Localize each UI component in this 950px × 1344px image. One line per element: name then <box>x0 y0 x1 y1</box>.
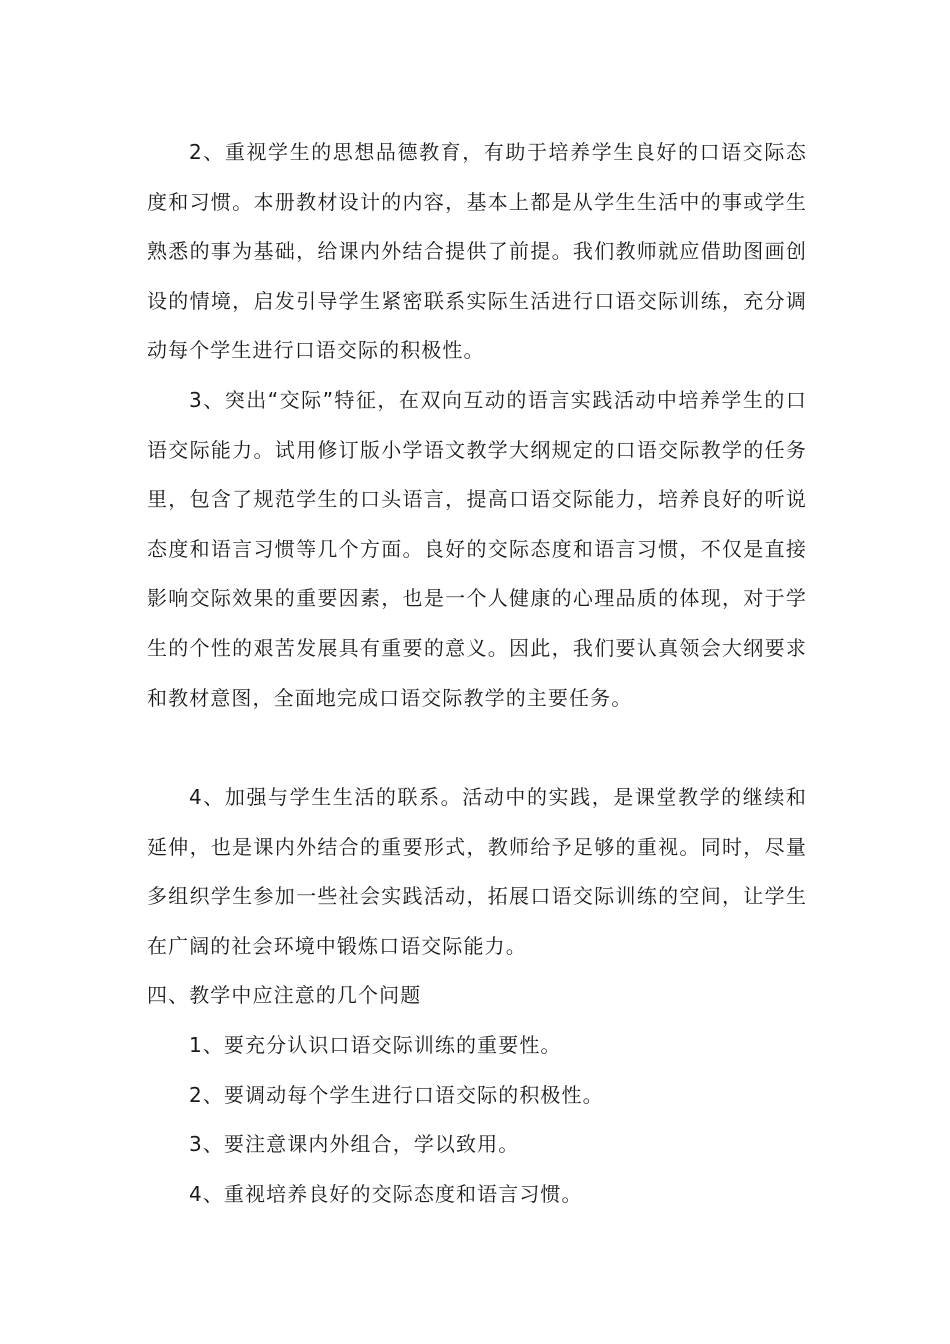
paragraph-3: 3、突出“交际”特征，在双向互动的语言实践活动中培养学生的口语交际能力。试用修订版小学语文教学大纲规定的口语交际教学的任务里，包含了规范学生的口头语言，提高口语交际能力，培养良好的听说态度和语言习惯等几个方面。良好的交际态度和语言习惯，不仅是直接影响交际效果的重要因素，也是一个人健康的心理品质的体现，对于学生的个性的艰苦发展具有重要的意义。因此，我们要认真领会大纲要求和教材意图，全面地完成口语交际教学的主要任务。 <box>147 388 807 710</box>
issue-item-4: 4、重视培养良好的交际态度和语言习惯。 <box>189 1182 583 1206</box>
issue-item-1: 1、要充分认识口语交际训练的重要性。 <box>189 1033 562 1057</box>
section-heading: 四、教学中应注意的几个问题 <box>147 983 422 1007</box>
issue-item-2: 2、要调动每个学生进行口语交际的积极性。 <box>189 1083 604 1107</box>
issue-item-3: 3、要注意课内外组合，学以致用。 <box>189 1132 520 1156</box>
paragraph-2: 2、重视学生的思想品德教育，有助于培养学生良好的口语交际态度和习惯。本册教材设计的内容，基本上都是从学生生活中的事或学生熟悉的事为基础，给课内外结合提供了前提。我们教师就应借助图画创设的情境，启发引导学生紧密联系实际生活进行口语交际训练，充分调动每个学生进行口语交际的积极性。 <box>147 140 807 363</box>
paragraph-4: 4、加强与学生生活的联系。活动中的实践，是课堂教学的继续和延伸，也是课内外结合的重要形式，教师给予足够的重视。同时，尽量多组织学生参加一些社会实践活动，拓展口语交际训练的空间，让学生在广阔的社会环境中锻炼口语交际能力。 <box>147 785 807 958</box>
